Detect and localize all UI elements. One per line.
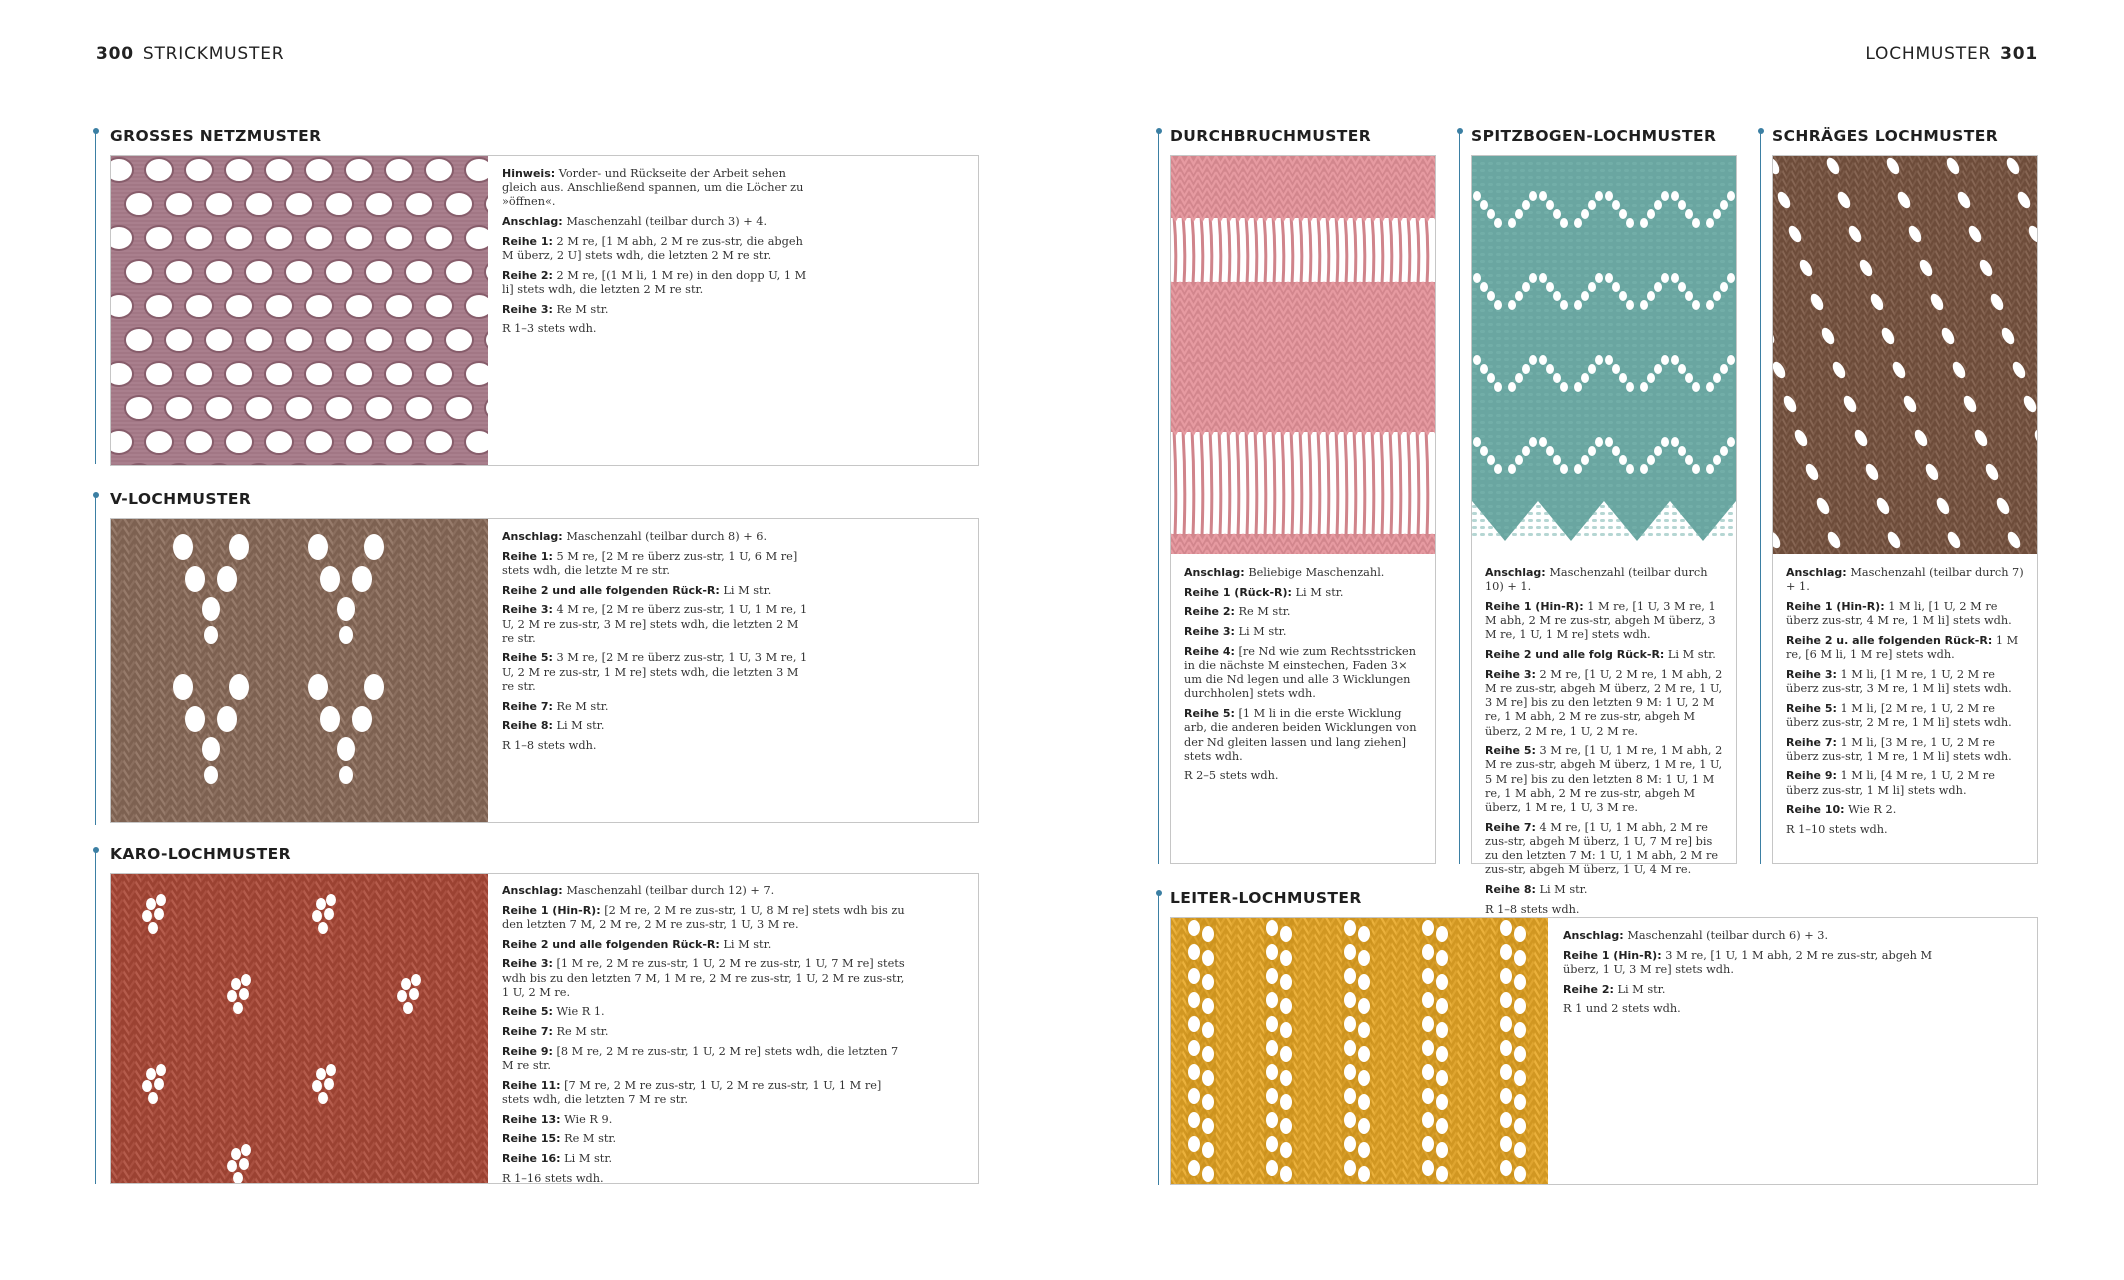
instruction-text: Li M str.: [723, 583, 772, 597]
instruction-label: Reihe 2:: [502, 268, 553, 282]
pattern-title-v: V-LOCHMUSTER: [110, 490, 252, 508]
instruction-line: [1786, 736, 2026, 764]
instruction-text: 3 M re, [1 U, 1 M re, 1 M abh, 2 M re zus-str, abgeh M überz, 1 M re, 1 U, 5 M re] bis zu den letzten 8 M: 1 U, 1 M re, 1 M abh, 2 M re zus-str, abgeh M überz, 1 M re, 1 U, 3 M re.: [1485, 744, 1723, 815]
instruction-line: [502, 651, 812, 694]
swatch-image-schraeg: [1773, 156, 2037, 554]
instruction-text: R 1–3 stets wdh.: [502, 322, 597, 336]
instructions-leiter: [1563, 929, 1933, 1022]
instruction-text: Li M str.: [1295, 585, 1344, 599]
instruction-line: [502, 603, 812, 646]
section-marker: [1459, 131, 1460, 864]
instructions-spitz: [1485, 566, 1725, 922]
section-marker: [1760, 131, 1761, 864]
instructions-durch: [1184, 566, 1424, 789]
instruction-text: Maschenzahl (teilbar durch 6) + 3.: [1627, 929, 1829, 942]
instruction-text: 1 M li, [1 U, 2 M re überz zus-str, 4 M re, 1 M li] stets wdh.: [1786, 599, 2012, 628]
instruction-label: Reihe 5:: [1786, 701, 1837, 715]
instruction-label: Reihe 7:: [502, 699, 553, 713]
instruction-label: Reihe 3:: [1485, 667, 1536, 681]
instruction-line: [1485, 903, 1725, 917]
instruction-text: [re Nd wie zum Rechtsstricken in die nächste M einstechen, Faden 3× um die Nd legen und alle 3 Wicklungen durchholen] stets wdh.: [1184, 644, 1416, 701]
instruction-text: Wie R 9.: [564, 1112, 613, 1126]
pattern-title-durch: DURCHBRUCHMUSTER: [1170, 127, 1372, 145]
instruction-line: [502, 303, 812, 317]
instruction-label: Reihe 2 und alle folgenden Rück-R:: [502, 583, 720, 597]
instruction-text: Li M str.: [556, 719, 605, 733]
instruction-line: [1485, 744, 1725, 815]
instruction-line: [1184, 707, 1424, 764]
instruction-label: Anschlag:: [502, 884, 563, 897]
instruction-line: [502, 1152, 912, 1166]
instruction-line: [502, 904, 912, 932]
instruction-label: Reihe 15:: [502, 1132, 561, 1146]
instruction-line: [502, 215, 812, 229]
instruction-label: Reihe 3:: [502, 302, 553, 316]
instruction-line: [1184, 769, 1424, 783]
instruction-line: [1184, 605, 1424, 619]
instruction-line: [502, 1045, 912, 1073]
instruction-line: [1563, 929, 1933, 943]
instruction-text: Li M str.: [1667, 648, 1716, 662]
instruction-line: [1184, 625, 1424, 639]
instruction-text: [2 M re, 2 M re zus-str, 1 U, 8 M re] stets wdh bis zu den letzten 7 M, 2 M re, 2 M re zus-str, 1 U, 3 M re.: [502, 903, 905, 931]
instruction-text: Wie R 2.: [1848, 803, 1897, 817]
instruction-text: Maschenzahl (teilbar durch 7) + 1.: [1786, 566, 2024, 594]
instruction-line: [502, 1025, 912, 1039]
instruction-line: [1184, 586, 1424, 600]
instruction-label: Reihe 1 (Hin-R):: [1485, 599, 1584, 613]
instruction-label: Reihe 13:: [502, 1112, 561, 1126]
instruction-text: Li M str.: [723, 937, 772, 951]
section-title: LOCHMUSTER: [1865, 44, 1992, 64]
instruction-label: Reihe 8:: [502, 719, 553, 733]
instructions-netz: [502, 167, 812, 342]
instruction-text: Re M str.: [556, 1025, 609, 1039]
instruction-text: 3 M re, [2 M re überz zus-str, 1 U, 3 M re, 1 U, 2 M re zus-str, 1 M re] stets wdh, die letzten 3 M re str.: [502, 651, 808, 693]
instruction-label: Reihe 1:: [502, 549, 553, 563]
instructions-schraeg: [1786, 566, 2026, 843]
instruction-label: Hinweis:: [502, 167, 556, 180]
instruction-text: [1 M re, 2 M re zus-str, 1 U, 2 M re zus-str, 1 U, 7 M re] stets wdh bis zu den letzten 7 M, 1 M re, 2 M re zus-str, 1 U, 2 M re zus-str, 1 U, 2 M re.: [502, 957, 905, 999]
instruction-text: Maschenzahl (teilbar durch 10) + 1.: [1485, 566, 1708, 594]
instruction-text: 1 M re, [1 U, 3 M re, 1 M abh, 2 M re zus-str, abgeh M überz, 3 M re, 1 U, 1 M re] stets wdh.: [1485, 599, 1716, 642]
instruction-line: [1786, 769, 2026, 797]
instruction-text: 2 M re, [1 M abh, 2 M re zus-str, die abgeh M überz, 2 U] stets wdh, die letzten 2 M re str.: [502, 234, 803, 263]
running-head-left: [96, 44, 284, 64]
instruction-label: Reihe 9:: [502, 1044, 553, 1058]
instruction-text: Vorder- und Rückseite der Arbeit sehen gleich aus. Anschließend spannen, um die Löcher zu »öffnen«.: [502, 167, 804, 209]
instruction-text: R 1–10 stets wdh.: [1786, 823, 1888, 837]
instruction-label: Reihe 1:: [502, 234, 553, 248]
instruction-label: Reihe 2:: [1184, 605, 1235, 619]
instruction-text: Li M str.: [1539, 883, 1588, 897]
instruction-label: Reihe 3:: [502, 957, 553, 971]
instruction-line: [502, 550, 812, 578]
instruction-line: [1786, 823, 2026, 837]
page-number-right: 301: [2000, 44, 2038, 64]
section-marker: [1158, 893, 1159, 1185]
instruction-text: 1 M li, [3 M re, 1 U, 2 M re überz zus-str, 1 M re, 1 M li] stets wdh.: [1786, 735, 2012, 763]
instruction-label: Anschlag:: [502, 215, 563, 229]
instruction-label: Reihe 5:: [1184, 707, 1235, 721]
instruction-label: Anschlag:: [1786, 566, 1847, 579]
swatch-image-karo: [111, 874, 488, 1183]
instruction-line: [502, 957, 912, 1000]
instruction-text: 2 M re, [(1 M li, 1 M re) in den dopp U, 1 M li] stets wdh, die letzten 2 M re str.: [502, 268, 807, 296]
instruction-label: Anschlag:: [1485, 566, 1546, 579]
instruction-label: Reihe 2:: [1563, 982, 1614, 996]
instruction-label: Reihe 1 (Rück-R):: [1184, 585, 1292, 599]
instruction-line: [502, 938, 912, 952]
pattern-title-karo: KARO-LOCHMUSTER: [110, 845, 291, 863]
instruction-text: 1 M re, [6 M li, 1 M re] stets wdh.: [1786, 633, 2019, 662]
instruction-label: Reihe 10:: [1786, 803, 1845, 817]
pattern-title-spitz: SPITZBOGEN-LOCHMUSTER: [1471, 127, 1717, 145]
instruction-line: [1786, 566, 2026, 594]
instruction-label: Reihe 3:: [502, 603, 553, 617]
instruction-text: R 1–8 stets wdh.: [1485, 902, 1580, 916]
instruction-text: Maschenzahl (teilbar durch 8) + 6.: [566, 530, 768, 543]
instruction-text: 5 M re, [2 M re überz zus-str, 1 U, 6 M re] stets wdh, die letzte M re str.: [502, 549, 798, 577]
swatch-image-leiter: [1171, 918, 1548, 1184]
instruction-label: Reihe 4:: [1184, 644, 1235, 658]
instruction-line: [1485, 883, 1725, 897]
instruction-label: Anschlag:: [1184, 566, 1245, 579]
instruction-text: Maschenzahl (teilbar durch 3) + 4.: [566, 215, 768, 229]
instruction-line: [1485, 566, 1725, 594]
instruction-line: [502, 322, 812, 336]
instruction-label: Anschlag:: [1563, 929, 1624, 942]
instruction-text: Li M str.: [1617, 982, 1666, 996]
instruction-label: Reihe 3:: [1786, 667, 1837, 681]
instruction-line: [1563, 949, 1933, 977]
instruction-label: Reihe 7:: [502, 1025, 553, 1039]
instruction-line: [502, 530, 812, 544]
instruction-line: [502, 235, 812, 263]
instruction-text: Re M str.: [564, 1132, 617, 1146]
instruction-label: Reihe 1 (Hin-R):: [502, 903, 601, 917]
instruction-line: [1485, 600, 1725, 643]
instruction-line: [502, 884, 912, 898]
instruction-line: [1563, 1002, 1933, 1016]
instruction-label: Reihe 9:: [1786, 769, 1837, 783]
instruction-label: Reihe 16:: [502, 1152, 561, 1166]
instruction-text: 3 M re, [1 U, 1 M abh, 2 M re zus-str, abgeh M überz, 1 U, 3 M re] stets wdh.: [1563, 948, 1933, 976]
instruction-text: Li M str.: [564, 1152, 613, 1166]
instructions-karo: [502, 884, 912, 1191]
instruction-label: Reihe 11:: [502, 1078, 561, 1092]
section-marker: [1158, 131, 1159, 864]
instruction-label: Reihe 1 (Hin-R):: [1563, 948, 1662, 962]
swatch-image-netz: [111, 156, 488, 465]
instruction-line: [1786, 600, 2026, 628]
instruction-text: 4 M re, [1 U, 1 M abh, 2 M re zus-str, abgeh M überz, 1 U, 7 M re] bis zu den letzten 7 M: 1 U, 1 M abh, 2 M re zus-str, abgeh M überz, 1 U, 4 M re.: [1485, 820, 1719, 877]
instructions-v: [502, 530, 812, 759]
instruction-label: Reihe 2 u. alle folgenden Rück-R:: [1786, 633, 1993, 647]
instruction-label: Reihe 5:: [502, 1005, 553, 1019]
instruction-text: 4 M re, [2 M re überz zus-str, 1 U, 1 M re, 1 U, 2 M re zus-str, 3 M re] stets wdh, die letzten 2 M re str.: [502, 603, 808, 645]
instruction-text: R 2–5 stets wdh.: [1184, 769, 1279, 783]
instruction-line: [1786, 702, 2026, 730]
instruction-text: R 1 und 2 stets wdh.: [1563, 1002, 1681, 1016]
section-marker: [95, 850, 96, 1184]
instruction-line: [1786, 668, 2026, 696]
instruction-text: [7 M re, 2 M re zus-str, 1 U, 2 M re zus-str, 1 U, 1 M re] stets wdh, die letzten 7 M re str.: [502, 1078, 882, 1106]
instruction-text: 1 M li, [1 M re, 1 U, 2 M re überz zus-str, 3 M re, 1 M li] stets wdh.: [1786, 667, 2012, 695]
instruction-text: R 1–8 stets wdh.: [502, 738, 597, 752]
instruction-text: Re M str.: [1238, 605, 1291, 619]
instruction-line: [1184, 645, 1424, 702]
instruction-label: Reihe 2 und alle folg Rück-R:: [1485, 648, 1665, 662]
instruction-line: [502, 1079, 912, 1107]
instruction-line: [502, 1005, 912, 1019]
instruction-label: Reihe 5:: [1485, 744, 1536, 758]
instruction-line: [1485, 668, 1725, 739]
swatch-image-spitz: [1472, 156, 1736, 554]
section-marker: [95, 131, 96, 464]
pattern-title-leiter: LEITER-LOCHMUSTER: [1170, 889, 1362, 907]
instruction-line: [1563, 983, 1933, 997]
instruction-text: [1 M li in die erste Wicklung arb, die anderen beiden Wicklungen von der Nd gleiten lassen und lang ziehen] stets wdh.: [1184, 707, 1417, 763]
instruction-text: 2 M re, [1 U, 2 M re, 1 M abh, 2 M re zus-str, abgeh M überz, 2 M re, 1 U, 3 M re] bis zu den letzten 9 M: 1 U, 2 M re, 1 M abh, 2 M re zus-str, abgeh M überz, 2 M re, 1 U, 2 M re.: [1485, 667, 1723, 738]
instruction-line: [1184, 566, 1424, 580]
pattern-title-netz: GROSSES NETZMUSTER: [110, 127, 322, 145]
instruction-line: [502, 1172, 912, 1186]
instruction-line: [502, 1113, 912, 1127]
instruction-line: [502, 1132, 912, 1146]
page-number-left: 300: [96, 44, 134, 64]
instruction-text: Maschenzahl (teilbar durch 12) + 7.: [566, 884, 775, 897]
chapter-title: STRICKMUSTER: [142, 44, 285, 64]
instruction-text: Re M str.: [556, 302, 609, 316]
instruction-line: [502, 584, 812, 598]
instruction-line: [1485, 648, 1725, 662]
pattern-title-schraeg: SCHRÄGES LOCHMUSTER: [1772, 127, 1999, 145]
instruction-text: Re M str.: [556, 699, 609, 713]
instruction-text: Wie R 1.: [556, 1005, 605, 1019]
instruction-label: Reihe 1 (Hin-R):: [1786, 599, 1885, 613]
instruction-line: [502, 719, 812, 733]
instruction-text: [8 M re, 2 M re zus-str, 1 U, 2 M re] stets wdh, die letzten 7 M re str.: [502, 1044, 899, 1073]
instruction-label: Anschlag:: [502, 530, 563, 543]
instruction-line: [502, 167, 812, 210]
instruction-label: Reihe 3:: [1184, 625, 1235, 639]
instruction-line: [1786, 634, 2026, 662]
instruction-label: Reihe 2 und alle folgenden Rück-R:: [502, 937, 720, 951]
instruction-text: R 1–16 stets wdh.: [502, 1171, 604, 1185]
instruction-label: Reihe 7:: [1786, 735, 1837, 749]
section-marker: [95, 495, 96, 825]
instruction-line: [1485, 821, 1725, 878]
instruction-line: [502, 739, 812, 753]
instruction-text: 1 M li, [4 M re, 1 U, 2 M re überz zus-str, 1 M li] stets wdh.: [1786, 769, 1995, 797]
instruction-text: 1 M li, [2 M re, 1 U, 2 M re überz zus-str, 2 M re, 1 M li] stets wdh.: [1786, 701, 2012, 729]
running-head-right: [1865, 44, 2038, 64]
swatch-image-durch: [1171, 156, 1435, 554]
instruction-line: [1786, 803, 2026, 817]
instruction-label: Reihe 7:: [1485, 820, 1536, 834]
instruction-text: Beliebige Maschenzahl.: [1248, 566, 1385, 579]
instruction-label: Reihe 5:: [502, 651, 553, 665]
instruction-line: [502, 269, 812, 297]
instruction-line: [502, 700, 812, 714]
instruction-text: Li M str.: [1238, 625, 1287, 639]
instruction-label: Reihe 8:: [1485, 883, 1536, 897]
swatch-image-v: [111, 519, 488, 822]
